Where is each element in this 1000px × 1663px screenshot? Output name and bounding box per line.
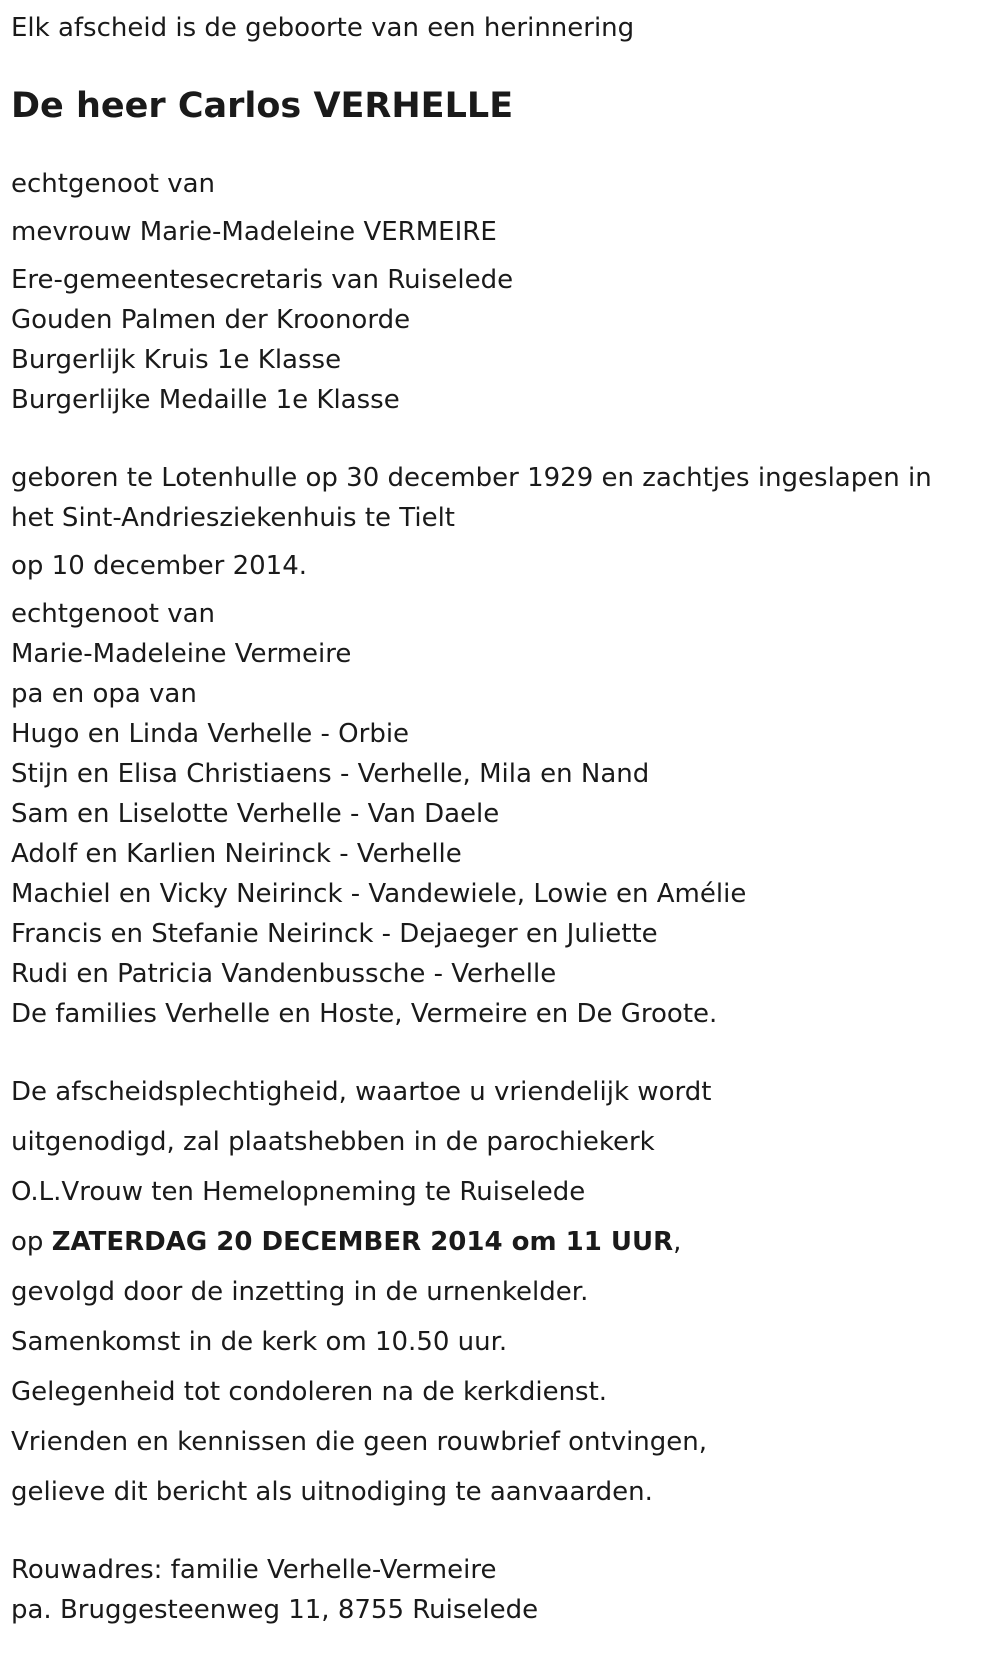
honor-item: Gouden Palmen der Kroonorde	[11, 305, 411, 335]
ceremony-line: O.L.Vrouw ten Hemelopneming te Ruiselede	[11, 1177, 586, 1207]
ceremony-line: gelieve dit bericht als uitnodiging te aanvaarden.	[11, 1477, 653, 1507]
ceremony-line: gevolgd door de inzetting in de urnenkelder.	[11, 1277, 589, 1307]
honors-list	[11, 260, 986, 420]
ceremony-line: uitgenodigd, zal plaatshebben in de parochiekerk	[11, 1127, 655, 1157]
family-line: Adolf en Karlien Neirinck - Verhelle	[11, 839, 462, 869]
ceremony-line: Vrienden en kennissen die geen rouwbrief ontvingen,	[11, 1427, 708, 1457]
deceased-name-title: De heer Carlos VERHELLE	[11, 86, 514, 126]
ceremony-date-suffix: ,	[673, 1227, 682, 1257]
ceremony-date-strong: ZATERDAG 20 DECEMBER 2014 om 11 UUR	[51, 1227, 674, 1257]
honor-item: Burgerlijke Medaille 1e Klasse	[11, 385, 400, 415]
family-line: echtgenoot van	[11, 599, 216, 629]
spouse-name: mevrouw Marie-Madeleine VERMEIRE	[11, 217, 497, 247]
address-line: pa. Bruggesteenweg 11, 8755 Ruiselede	[11, 1595, 539, 1625]
ceremony-line: De afscheidsplechtigheid, waartoe u vriendelijk wordt	[11, 1077, 712, 1107]
family-line: Francis en Stefanie Neirinck - Dejaeger en Juliette	[11, 919, 658, 949]
ceremony-line: Gelegenheid tot condoleren na de kerkdienst.	[11, 1377, 608, 1407]
honor-item: Burgerlijk Kruis 1e Klasse	[11, 345, 342, 375]
family-line: Hugo en Linda Verhelle - Orbie	[11, 719, 410, 749]
family-line: Machiel en Vicky Neirinck - Vandewiele, Lowie en Amélie	[11, 879, 747, 909]
ceremony-section	[11, 1072, 986, 1512]
family-list	[11, 594, 986, 1034]
family-line: Marie-Madeleine Vermeire	[11, 639, 352, 669]
obituary-notice	[11, 8, 986, 1630]
ceremony-line: Samenkomst in de kerk om 10.50 uur.	[11, 1327, 508, 1357]
family-line: pa en opa van	[11, 679, 197, 709]
honor-item: Ere-gemeentesecretaris van Ruiselede	[11, 265, 514, 295]
ceremony-date-prefix: op	[11, 1227, 52, 1257]
death-date: op 10 december 2014.	[11, 551, 308, 581]
family-line: De families Verhelle en Hoste, Vermeire en De Groote.	[11, 999, 718, 1029]
birth-death-text: geboren te Lotenhulle op 30 december 1929 en zachtjes ingeslapen in het Sint-Andriesziekenhuis te Tielt	[11, 463, 932, 533]
family-line: Sam en Liselotte Verhelle - Van Daele	[11, 799, 500, 829]
spouse-label: echtgenoot van	[11, 169, 216, 199]
tagline: Elk afscheid is de geboorte van een herinnering	[11, 13, 635, 43]
address-line: Rouwadres: familie Verhelle-Vermeire	[11, 1555, 497, 1585]
mourning-address	[11, 1550, 986, 1630]
family-line: Stijn en Elisa Christiaens - Verhelle, Mila en Nand	[11, 759, 650, 789]
ceremony-date	[11, 1222, 986, 1262]
family-line: Rudi en Patricia Vandenbussche - Verhelle	[11, 959, 557, 989]
